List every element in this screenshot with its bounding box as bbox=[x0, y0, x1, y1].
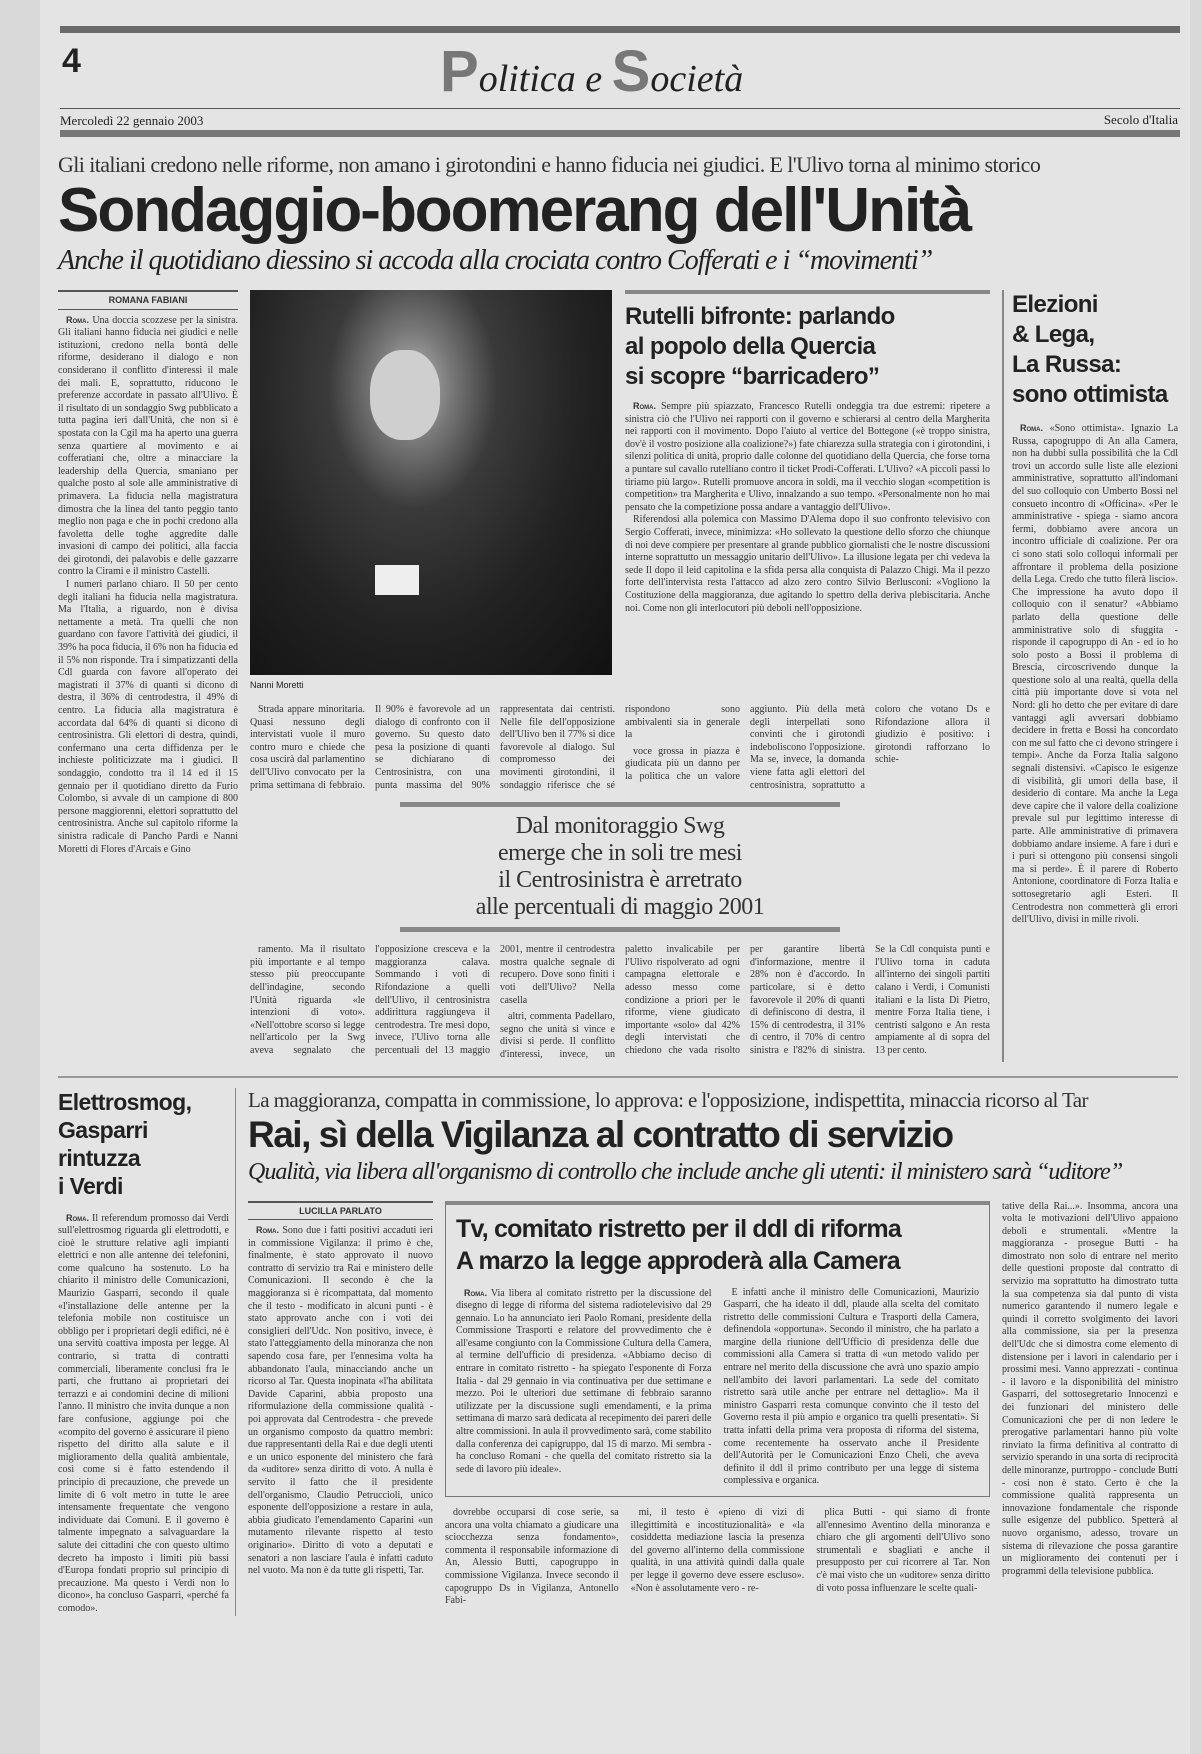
paper-name: Secolo d'Italia bbox=[1103, 112, 1178, 127]
byline: ROMANA FABIANI bbox=[58, 290, 238, 310]
lead-article-col5: altri, commenta Padellaro, segno che unità si vince e divisi si perde. Il conflitto d'interessi, invece, un paletto invalicabile per l'Ulivo rispolverato ad ogni campagna elettorale e adesso messo come condizione a priori per le riforme, viene giudicato importante «solo» dal 42% degli intervistati che chiedono che vada risolto per garantire libertà d'informazione, mentre il 28% non è d'accordo. In particolare, si è detto favorevole il 20% di quanti di definiscono di destra, il 15% di centrodestra, il 31% di centro, il 70% di centro sinistra e l'82% di sinistra. Se la Cdl conquista punti e l'Ulivo torna in caduta all'interno dei singoli partiti calano i Verdi, i Comunisti italiani e la lista Di Pietro, mentre Forza Italia tiene, i centristi salgono e An resta ampiamente al di sopra del 13 per cento. bbox=[500, 944, 990, 1060]
lega-body: Roma. «Sono ottimista». Ignazio La Russa, capogruppo di An alla Camera, non ha dubbi sulla possibilità che la Cdl trovi un accordo sulle liste alle elezioni amministrative, soprattutto all'indomani del suo colloquio con Umberto Bossi nel consueto incontro di «Officina». «Per le amministrative - spiega - siamo ancora fermi, dobbiamo avere ancora un incontro ufficiale di coalizione. Per ora ci sono stati solo colloqui informali per affrontare il problema della posizione della Lega. Credo che tutto filerà liscio». Che impressione ha avuto dopo il colloquio con il senatur? «Abbiamo parlato della questione delle amministrative solo di sfuggita - risponde il capogruppo di An - ed io ho solo posto a Bossi il problema di Brescia, circoscrivendo dunque la questione solo al una realtà, quella della città più importante dove si vota nel Nord: gli ho detto che per evitare di dare vantaggi agli avversari dobbiamo decidere in fretta e Bossi ha concordato con me sul fatto che ci devono stringere i tempi». Anche da Forza Italia salgono segnali distensivi. «Capisco le esigenze di visibilità, gli umori della base, il desiderio di contare. Ma anche la Lega deve capire che il valore della coalizione prevale sul pur legittimo interesse di parte. Alle amministrative di primavera dobbiamo andare insieme. A fare i duri e i puri si ottengono più consensi singoli ma si perde». È il parere di Roberto Antonione, coordinatore di Forza Italia e sottosegretario agli Esteri. Il Centrodestra non commetterà gli errori dell'Ulivo, divisi in mille rivoli. bbox=[1012, 423, 1179, 926]
page-content bbox=[58, 0, 1178, 1616]
elettrosmog-body: Roma. Il referendum promosso dai Verdi sull'elettrosmog riguarda gli elettrodotti, e cioè le strutture relative agli impianti elettrici e non alle antenne dei telefonini, come qualcuno ha sostenuto. Lo ha chiarito il ministro delle Comunicazioni, Maurizio Gasparri, secondo il quale «l'installazione delle antenne per la telefonia mobile non costituisce un obbligo per i proprietari degli edifici, né è una servitù coattiva imposta per legge. Al contrario, si tratta di contratti commerciali, liberamente conclusi fra le parti, che fruttano ai proprietari dei terrazzi e ai condomini decine di milioni l'anno. Il ministro che invita dunque a non fare confusione, aggiunge poi che «compito del governo è assicurare il pieno rispetto del diritto alla salute e il miglioramento della qualità ambientale, così come si è fatto estendendo il principio di precauzione, che prevede un limite di 6 volt metro in tutte le aree intensamente frequentate che vengono individuate dai Comuni. E il governo è talmente impegnato a salvaguardare la salute dei cittadini che con questo ultimo decreto ha imposto i limiti più bassi d'Europa fondati proprio sul principio di precauzione. Ma questo i Verdi non lo dicono», ha concluso Gasparri, «perché fa comodo». bbox=[58, 1212, 230, 1614]
elettrosmog-headline: Elettrosmog, Gasparri rintuzza i Verdi bbox=[58, 1088, 192, 1199]
rai-article-col3: mi, il testo è «pieno di vizi di illegittimità e incostituzionalità» e «la cosiddetta mediazione lascia la presenza del governo all'interno della commissione qualità, in una attività quindi dalla quale per legge il governo deve essere escluso». «Non è assolutamente vero - re- bbox=[630, 1507, 805, 1594]
rutelli-article bbox=[625, 290, 990, 615]
lega-article bbox=[1002, 290, 1178, 1062]
rai-article-col4: plica Butti - qui siamo di fronte all'ennesimo Aventino della minoranza e chiaro che gli argomenti dell'Ulivo sono strumentali e sbagliati e anche il presupposto per cui ricorrere al Tar. Non c'è mai visto che un «uditore» senza diritto di voto possa influenzare le scelte quali- bbox=[816, 1507, 990, 1594]
photo-face bbox=[370, 350, 440, 440]
lead-article-continued bbox=[250, 704, 990, 1062]
lead-article-col3: voce grossa in piazza è giudicata più un danno per la politica che un valore aggiunto. Più della metà degli interpellati sono convinti che i girotondi indeboliscono l'opposizione. Ma se, invece, la domanda viene fatta agli elettori del centrosinistra, soprattutto a coloro che votano Ds e Rifondazione allora il giudizio è positivo: i girotondi rafforzano lo schie- bbox=[625, 704, 990, 791]
rai-article-col2: dovrebbe occuparsi di cose serie, sa ancora una volta chiamato a giudicare una sciocchezza senza fondamento», commenta il responsabile informazione di An, Alessio Butti, capogruppo in commissione Vigilanza. Invece secondo il capogruppo Ds in Vigilanza, Antonello Fabi- bbox=[445, 1507, 619, 1607]
lead-subtitle: Anche il quotidiano diessino si accoda alla crociata contro Cofferati e i “movimenti” bbox=[58, 245, 933, 276]
issue-date: Mercoledì 22 gennaio 2003 bbox=[60, 113, 204, 128]
page-number: 4 bbox=[62, 42, 81, 80]
lead-article-col4: ramento. Ma il risultato più importante e al tempo stesso più preoccupante dell'indagine, secondo l'Unità riguarda «le intenzioni di voto». «Nell'ottobre scorso si legge nell'articolo per la Swg aveva segnalato che l'opposizione cresceva e la maggioranza calava. Sommando i voti di Rifondazione a quelli dell'Ulivo, il centrosinistra addirittura raggiungeva il centrodestra. Tre mesi dopo, invece, l'Ulivo torna alle percentuali del 13 maggio 2001, mentre il centrodestra mostra qualche segnale di recupero. Dove sono finiti i voti dell'Ulivo? Nella casella bbox=[250, 944, 615, 1056]
photo-cups bbox=[375, 565, 419, 595]
lead-headline: Sondaggio-boomerang dell'Unità bbox=[58, 176, 971, 245]
rai-article bbox=[248, 1088, 1178, 1616]
rai-article-continued bbox=[445, 1507, 990, 1608]
tv-headline: Tv, comitato ristretto per il ddl di riforma A marzo la legge approderà alla Camera bbox=[456, 1214, 901, 1275]
rutelli-headline: Rutelli bifronte: parlando al popolo della Quercia si scopre “barricadero” bbox=[625, 303, 895, 390]
rai-subtitle: Qualità, via libera all'organismo di controllo che include anche gli utenti: il ministero sarà “uditore” bbox=[248, 1158, 1123, 1185]
rai-article-right: tative della Rai...». Insomma, ancora una volta le motivazioni dell'Ulivo appaiono deboli e strumentali. «Mentre la maggioranza - prosegue Butti - ha dimostrato non solo di entrare nel merito delle questioni proposte dal contratto di servizio ma soprattutto ha dimostrato tutta la sua competenza sia dal punto di vista numerico garantendo il numero legale e quindi il corretto svolgimento dei lavori alla commissione, sia per la presenza dell'Udc che si dimostra come elemento di distensione per i lavori in calendario per i prossimi mesi. Vanno apprezzati - continua - il lavoro e la disponibilità del ministro Gasparri, del sottosegretario Innocenzi e dei funzionari del ministero delle Comunicazioni che per di non ledere le prerogative parlamentari hanno più volte rinviato la firma definitiva al contratto di servizio sperando in una sorta di reciprocità delle minoranze, purtroppo - conclude Butti - così non è stato. Certo è che la commissione qualità rappresenta un innovazione fondamentale che risponde sulle esigenze del pubblico. Spetterà al nuovo organismo, adesso, trovare un sistema di rilevazione che possa garantire un miglioramento dei contenuti per i programmi della televisione pubblica. bbox=[1002, 1200, 1178, 1577]
elettrosmog-article bbox=[58, 1088, 236, 1616]
newspaper-page bbox=[40, 0, 1190, 1754]
lead-grid bbox=[58, 290, 1178, 1062]
tv-article: Roma. Via libera al comitato ristretto per la discussione del disegno di legge di riforma del sistema radiotelevisivo dal 29 gennaio. Lo ha annunciato ieri Paolo Romani, presidente della Commissione Trasporti e relatore del provvedimento che è all'esame congiunto con la Commissione Cultura della Camera, al termine dell'ufficio di presidenza. «Abbiamo deciso di entrare in comitato ristretto - ha spiegato l'esponente di Forza Italia - dal 29 gennaio in via continuativa per due settimane e mezzo. Poi le ulteriori due settimane di febbraio saranno utilizzate per la discussione sugli emendamenti, e la prima settimana di marzo sarà dedicata al recepimento dei pareri delle altre commissioni. In aula il provvedimento sarà, come stabilito dalla conferenza dei capigruppo, dal 15 di marzo. Mi sembra - ha concluso Romani - che quella del comitato ristretto sia la sede di lavoro più ideale». E infatti anche il ministro delle Comunicazioni, Maurizio Gasparri, che ha ideato il ddl, plaude alla scelta del comitato ristretto delle commissioni Cultura e Trasporti della Camera, definendola «opportuna». Secondo il ministro, che ha parlato a margine della riunione dell'Ufficio di presidenza delle due commissioni alla Camera si tratta di «un metodo valido per entrare nel merito della discussione che avrà uno spazio ampio nell'ambito dei lavori parlamentari. La sede del comitato ristretto sarà utile anche per entrare nel dettaglio». Ma il ministro Gasparri resta comunque convinto che il testo del Governo resta il più ampio e organico tra quelli presentati». Si tratta infatti della prima vera proposta di riforma del sistema, come recentemente ha osservato anche il Presidente dell'Autorità per le Comunicazioni Enzo Cheli, che aveva definito il ddl il primo contributo per una legge di sistema complessiva e organica. bbox=[456, 1286, 979, 1487]
lead-article-col1: ROMANA FABIANI Roma. Una doccia scozzese per la sinistra. Gli italiani hanno fiducia nei giudici e nelle istituzioni, credono nella bontà delle riforme, desiderano il dialogo e non considerano il conflitto d'interessi il male dei mali. E, soprattutto, riducono le preferenze accordate in passato all'Ulivo. È il risultato di un sondaggio Swg pubblicato a tutta pagina ieri dall'Unità, che non si è spostata con la Cgil ma ha aperto una guerra senza quartiere al movimento e ai cofferatiani che, oltre a minacciare la leadership della Quercia, smaniano per qualche posto al sole alle amministrative di primavera. La fiducia nella magistratura dimostra che la linea del tanto peggio tanto meglio non paga e che in pochi credono alla favoletta delle toghe aggredite dalle invasioni di campo dei politici, alla faccia dei girotondi, dei palavobis e delle gazzarre contro la Cirami e il ministro Castelli. I numeri parlano chiaro. Il 50 per cento degli italiani ha fiducia nella magistratura. Ma l'Italia, a riguardo, non è divisa nettamente a metà. Tra quelli che non guardano con favore l'attività dei giudici, il 39% ha poca fiducia, il 6% non ha fiducia ed il 5% non risponde. Tra i simpatizzanti della Cdl guarda con favore all'operato dei magistrati il 37% di quanti si dicono di destra, il 36% di centrodestra, il 49% di centro. La fiducia alla magistratura è accordata dal 64% di quanti si dicono di centrosinistra. Gli elettori di destra, quindi, confermano una certa diffidenza per le inchieste politicizzate ma i giudici. Il sondaggio, condotto tra il 14 ed il 15 gennaio per il quotidiano diretto da Furio Colombo, si avvale di un campione di 800 persone maggiorenni, elettori soprattutto del centrosinistra. Anche sul capitolo riforme la sinistra radicale di Pancho Pardi e Nanni Moretti di Flores d'Arcais e Gino bbox=[58, 290, 238, 1062]
lead-article-col2: Strada appare minoritaria. Quasi nessuno degli intervistati vuole il muro contro muro e chiede che cosa uscirà dal parlamentino dell'Ulivo convocato per la prima settimana di febbraio. Il 90% è favorevole ad un dialogo di confronto con il governo. Su questo dato pesa la posizione di quanti se dichiarano di Centrosinistra, con una punta massima del 90% rappresentata dai centristi. Nelle file dell'opposizione dell'Ulivo ben il 77% si dice favorevole al dialogo. Sul compromesso dei movimenti girotondini, il sondaggio riferisce che sé rispondono sono ambivalenti sia in generale la bbox=[250, 704, 740, 791]
bottom-section bbox=[58, 1088, 1178, 1616]
rai-kicker: La maggioranza, compatta in commissione, lo approva: e l'opposizione, indispettita, minaccia ricorso al Tar bbox=[248, 1087, 1088, 1112]
rutelli-body: Roma. Sempre più spiazzato, Francesco Rutelli ondeggia tra due estremi: ripetere a sinistra ciò che l'Ulivo nei rapporti con il governo e schierarsi al centro della Margherita nei rapporti con il movimento. Dopo l'aiuto al vertice del Bottegone («è troppo sinistra, dov'è il vostro posizione alla coalizione?») fate chiarezza sulla strategia con i girotondini, i silenzi politica di unità, proprio dalle colonne del quotidiano della Quercia, che forse torna a puntare sul cavallo rutelliano contro il ticket Prodi-Cofferati. L'Ulivo? «A piccoli passi lo tiriamo più largo». Rutelli promuove ancora in soldi, ma il vecchio slogan «competition is competition» tra Margherita e Ulivo, innalzando a suo tempo. «Personalmente non ho mai pensato che la competizione possa andare a vantaggio dell'Ulivo». Riferendosi alla polemica con Massimo D'Alema dopo il suo confronto televisivo con Sergio Cofferati, invece, minimizza: «Ho sollevato la questione dello sforzo che chiunque di noi deve compiere per presentare al grande pubblico giornalisti che le nostre discussioni interne soprattutto un messaggio unitario dell'Ulivo». La illusione legata per chi vedeva la sede Il dopo il leid capitolina e la sfida persa alla conquista di Palazzo Chigi. Ma il pezzo forte dell'intervista resta l'attacco ad alzo zero contro Silvio Berlusconi: «Vogliono la Costituzione della maggioranza, due agitando lo spettro della deriva plebiscitaria. Anche noi. Come non gli interlocutori più deboli nell'opposizione. bbox=[625, 401, 991, 614]
photo-block bbox=[250, 290, 612, 690]
section-title: Politica e Società bbox=[440, 39, 744, 104]
section-divider bbox=[58, 1076, 1178, 1078]
rai-article-col1: LUCILLA PARLATO Roma. Sono due i fatti positivi accaduti ieri in commissione Vigilanza: il primo è che, finalmente, è stato approvato il nuovo contratto di servizio tra Rai e ministero delle Comunicazioni. Il secondo è che la maggioranza si è ricompattata, dal momento che il testo - modificato in alcuni punti - è stato approvato anche con i voti dei consiglieri dell'Udc. Non positivo, invece, è stato l'atteggiamento della minoranza che non sapendo cosa fare, per l'ennesima volta ha abbandonato l'aula, minacciando anche un ricorso al Tar. Questa inopinata «l'ha abilitata Davide Caparini, abbia proposto una riformulazione della commissione qualità - poi approvata dal Centrodestra - che prevede un organismo composto da quattro membri: due rappresentanti della Rai e due degli utenti e un unico esponente del ministero che farà da «uditore» senza diritto di voto. A nulla è servito il fatto che il presidente dell'organismo, Claudio Petruccioli, unico esponente dell'opposizione a restare in aula, abbia giudicato l'emendamento Caparini «un mutamento rilevante rispetto al testo originario». Diritto di voto a deputati e senatori a non lasciare l'aula è infatti caduto nel vuoto. Ma non è da tutte gli rispetti, Tar. bbox=[248, 1201, 433, 1608]
rai-headline: Rai, sì della Vigilanza al contratto di servizio bbox=[248, 1113, 953, 1155]
photo-caption: Nanni Moretti bbox=[250, 680, 304, 690]
tv-box bbox=[445, 1201, 990, 1498]
photo-nanni-moretti bbox=[250, 290, 612, 675]
lead-middle bbox=[250, 290, 990, 1062]
lega-headline: Elezioni & Lega, La Russa: sono ottimista bbox=[1012, 291, 1168, 408]
pull-quote: Dal monitoraggio Swg emerge che in soli tre mesi il Centrosinistra è arretrato alle percentuali di maggio 2001 bbox=[400, 802, 840, 932]
byline: LUCILLA PARLATO bbox=[248, 1201, 433, 1221]
rai-middle bbox=[445, 1201, 990, 1608]
lead-kicker: Gli italiani credono nelle riforme, non amano i girotondini e hanno fiducia nei giudici. E l'Ulivo torna al minimo storico bbox=[58, 152, 1041, 177]
